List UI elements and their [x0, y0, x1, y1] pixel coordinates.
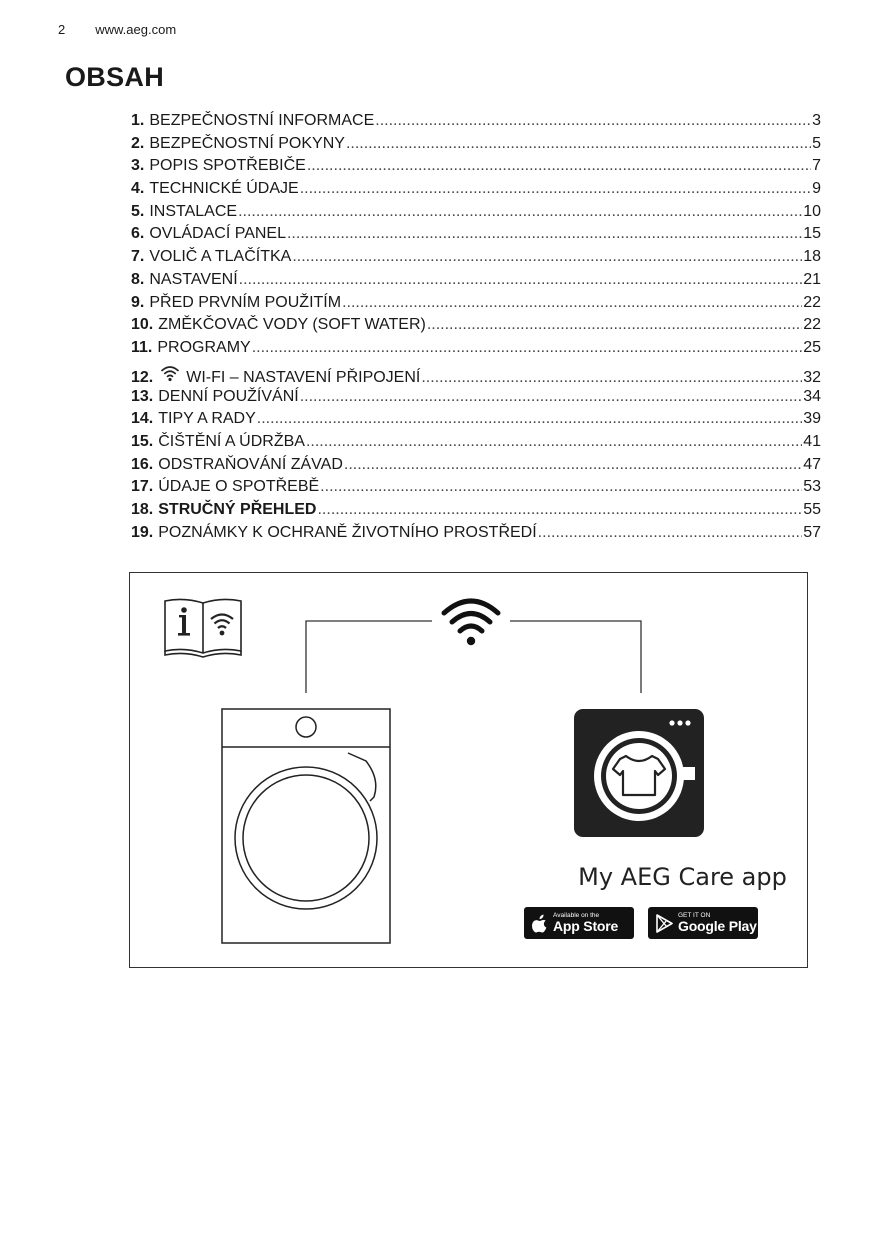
toc-entry-number: 3. — [131, 157, 145, 175]
toc-entry-label: BEZPEČNOSTNÍ INFORMACE — [149, 112, 375, 129]
toc-leader-dots — [307, 157, 811, 175]
wifi-icon — [160, 364, 180, 382]
toc-leader-dots — [292, 248, 802, 266]
toc-entry-label: VOLIČ A TLAČÍTKA — [149, 248, 292, 266]
toc-entry-number: 7. — [131, 248, 145, 266]
toc-leader-dots — [317, 501, 802, 519]
toc-entry[interactable] — [131, 316, 821, 339]
toc-entry-number: 11. — [131, 338, 153, 356]
toc-leader-dots — [427, 316, 802, 334]
toc-leader-dots — [342, 294, 802, 312]
toc-entry[interactable] — [131, 388, 821, 411]
toc-entry[interactable] — [131, 225, 821, 248]
toc-entry-page: 39 — [803, 410, 821, 428]
google-play-icon — [656, 914, 673, 933]
website-link[interactable]: www.aeg.com — [95, 22, 177, 37]
toc-entry-number: 14. — [131, 410, 154, 428]
toc-entry-page: 15 — [803, 225, 821, 243]
toc-leader-dots — [375, 112, 811, 130]
toc-entry-number: 4. — [131, 180, 145, 198]
toc-leader-dots — [238, 203, 802, 221]
toc-entry-number: 15. — [131, 432, 154, 450]
toc-leader-dots — [346, 135, 811, 153]
toc-entry-number: 13. — [131, 387, 154, 405]
toc-entry-page: 47 — [803, 455, 821, 473]
toc-leader-dots — [239, 271, 803, 289]
toc-entry-number: 9. — [131, 293, 145, 311]
toc-entry[interactable] — [131, 433, 821, 456]
toc-entry-number: 17. — [131, 478, 154, 496]
app-store-badge[interactable] — [524, 907, 634, 939]
toc-entry-label: PROGRAMY — [157, 338, 251, 356]
toc-entry[interactable] — [131, 112, 821, 135]
wifi-icon — [444, 601, 498, 645]
toc-entry-page: 22 — [803, 293, 821, 311]
toc-entry-number: 6. — [131, 225, 145, 243]
toc-entry-label: POZNÁMKY K OCHRANĚ ŽIVOTNÍHO PROSTŘEDÍ — [158, 523, 537, 541]
toc-entry-page: 10 — [803, 202, 821, 220]
toc-entry-number: 2. — [131, 134, 145, 152]
toc-entry-number: 8. — [131, 270, 145, 288]
toc-entry-number: 16. — [131, 455, 154, 473]
manual-book-icon — [165, 599, 241, 657]
toc-entry-number: 5. — [131, 202, 145, 220]
toc-leader-dots — [300, 388, 802, 406]
app-store-small-text: Available on the — [553, 911, 600, 919]
toc-entry[interactable] — [131, 135, 821, 158]
toc-leader-dots — [306, 433, 802, 451]
page-title: OBSAH — [65, 62, 165, 92]
toc-entry-number: 1. — [131, 112, 145, 129]
toc-leader-dots — [252, 339, 803, 357]
google-play-text: Google Play — [678, 918, 757, 935]
apple-icon — [532, 914, 548, 933]
table-of-contents — [131, 112, 821, 546]
toc-entry-label: DENNÍ POUŽÍVÁNÍ — [158, 387, 299, 405]
page-number: 2 — [58, 22, 66, 37]
toc-entry[interactable] — [131, 203, 821, 226]
toc-entry[interactable] — [131, 271, 821, 294]
toc-entry-label: ČIŠTĚNÍ A ÚDRŽBA — [158, 432, 305, 450]
google-play-small-text: GET IT ON — [678, 911, 711, 919]
google-play-badge[interactable] — [648, 907, 758, 939]
toc-entry-page: 5 — [812, 134, 821, 152]
toc-entry[interactable] — [131, 478, 821, 501]
toc-leader-dots — [538, 524, 803, 542]
toc-entry-page: 57 — [803, 523, 821, 541]
toc-entry-page: 9 — [812, 180, 821, 198]
toc-entry[interactable] — [131, 248, 821, 271]
toc-entry-number: 19. — [131, 523, 154, 541]
toc-entry-page: 7 — [812, 157, 821, 175]
toc-entry[interactable] — [131, 362, 821, 388]
toc-entry[interactable] — [131, 157, 821, 180]
toc-entry-label: WI-FI – NASTAVENÍ PŘIPOJENÍ — [186, 368, 421, 386]
washing-machine-icon — [222, 709, 390, 943]
toc-leader-dots — [320, 478, 802, 496]
toc-entry-number: 12. — [131, 368, 154, 386]
toc-entry-label: PŘED PRVNÍM POUŽITÍM — [149, 293, 342, 311]
toc-entry[interactable] — [131, 524, 821, 547]
toc-entry-page: 18 — [803, 248, 821, 266]
toc-leader-dots — [344, 456, 802, 474]
toc-entry-label: TIPY A RADY — [158, 410, 256, 428]
toc-leader-dots — [421, 369, 802, 387]
app-name: My AEG Care app — [578, 863, 787, 891]
toc-entry[interactable] — [131, 339, 821, 362]
toc-entry-page: 32 — [803, 368, 821, 386]
app-icon — [574, 709, 704, 837]
toc-leader-dots — [287, 225, 802, 243]
app-store-text: App Store — [553, 918, 619, 935]
app-connection-illustration — [129, 572, 808, 968]
toc-entry-page: 53 — [803, 478, 821, 496]
toc-leader-dots — [257, 410, 802, 428]
toc-leader-dots — [300, 180, 811, 198]
toc-entry[interactable] — [131, 456, 821, 479]
page-header — [58, 22, 176, 37]
toc-entry-page: 25 — [803, 338, 821, 356]
toc-entry-label: BEZPEČNOSTNÍ POKYNY — [149, 134, 345, 152]
toc-entry[interactable] — [131, 501, 821, 524]
toc-entry-label: STRUČNÝ PŘEHLED — [158, 501, 317, 518]
toc-entry-label: POPIS SPOTŘEBIČE — [149, 157, 306, 175]
toc-entry-page: 34 — [803, 387, 821, 405]
toc-entry-label: OVLÁDACÍ PANEL — [149, 225, 286, 243]
toc-entry-page: 41 — [803, 432, 821, 450]
toc-entry[interactable] — [131, 294, 821, 317]
toc-entry[interactable] — [131, 410, 821, 433]
toc-entry-label: TECHNICKÉ ÚDAJE — [149, 180, 299, 198]
toc-entry-label: NASTAVENÍ — [149, 270, 238, 288]
toc-entry-label: ÚDAJE O SPOTŘEBĚ — [158, 478, 320, 496]
toc-entry-label: INSTALACE — [149, 202, 238, 220]
toc-entry-number: 18. — [131, 501, 154, 518]
toc-entry-label: ODSTRAŇOVÁNÍ ZÁVAD — [158, 455, 343, 473]
toc-entry-page: 22 — [803, 316, 821, 334]
toc-entry-page: 21 — [803, 270, 821, 288]
toc-entry-label: ZMĚKČOVAČ VODY (SOFT WATER) — [158, 316, 426, 334]
toc-entry[interactable] — [131, 180, 821, 203]
toc-entry-page: 3 — [812, 112, 821, 129]
toc-entry-number: 10. — [131, 316, 154, 334]
toc-entry-page: 55 — [803, 501, 821, 518]
